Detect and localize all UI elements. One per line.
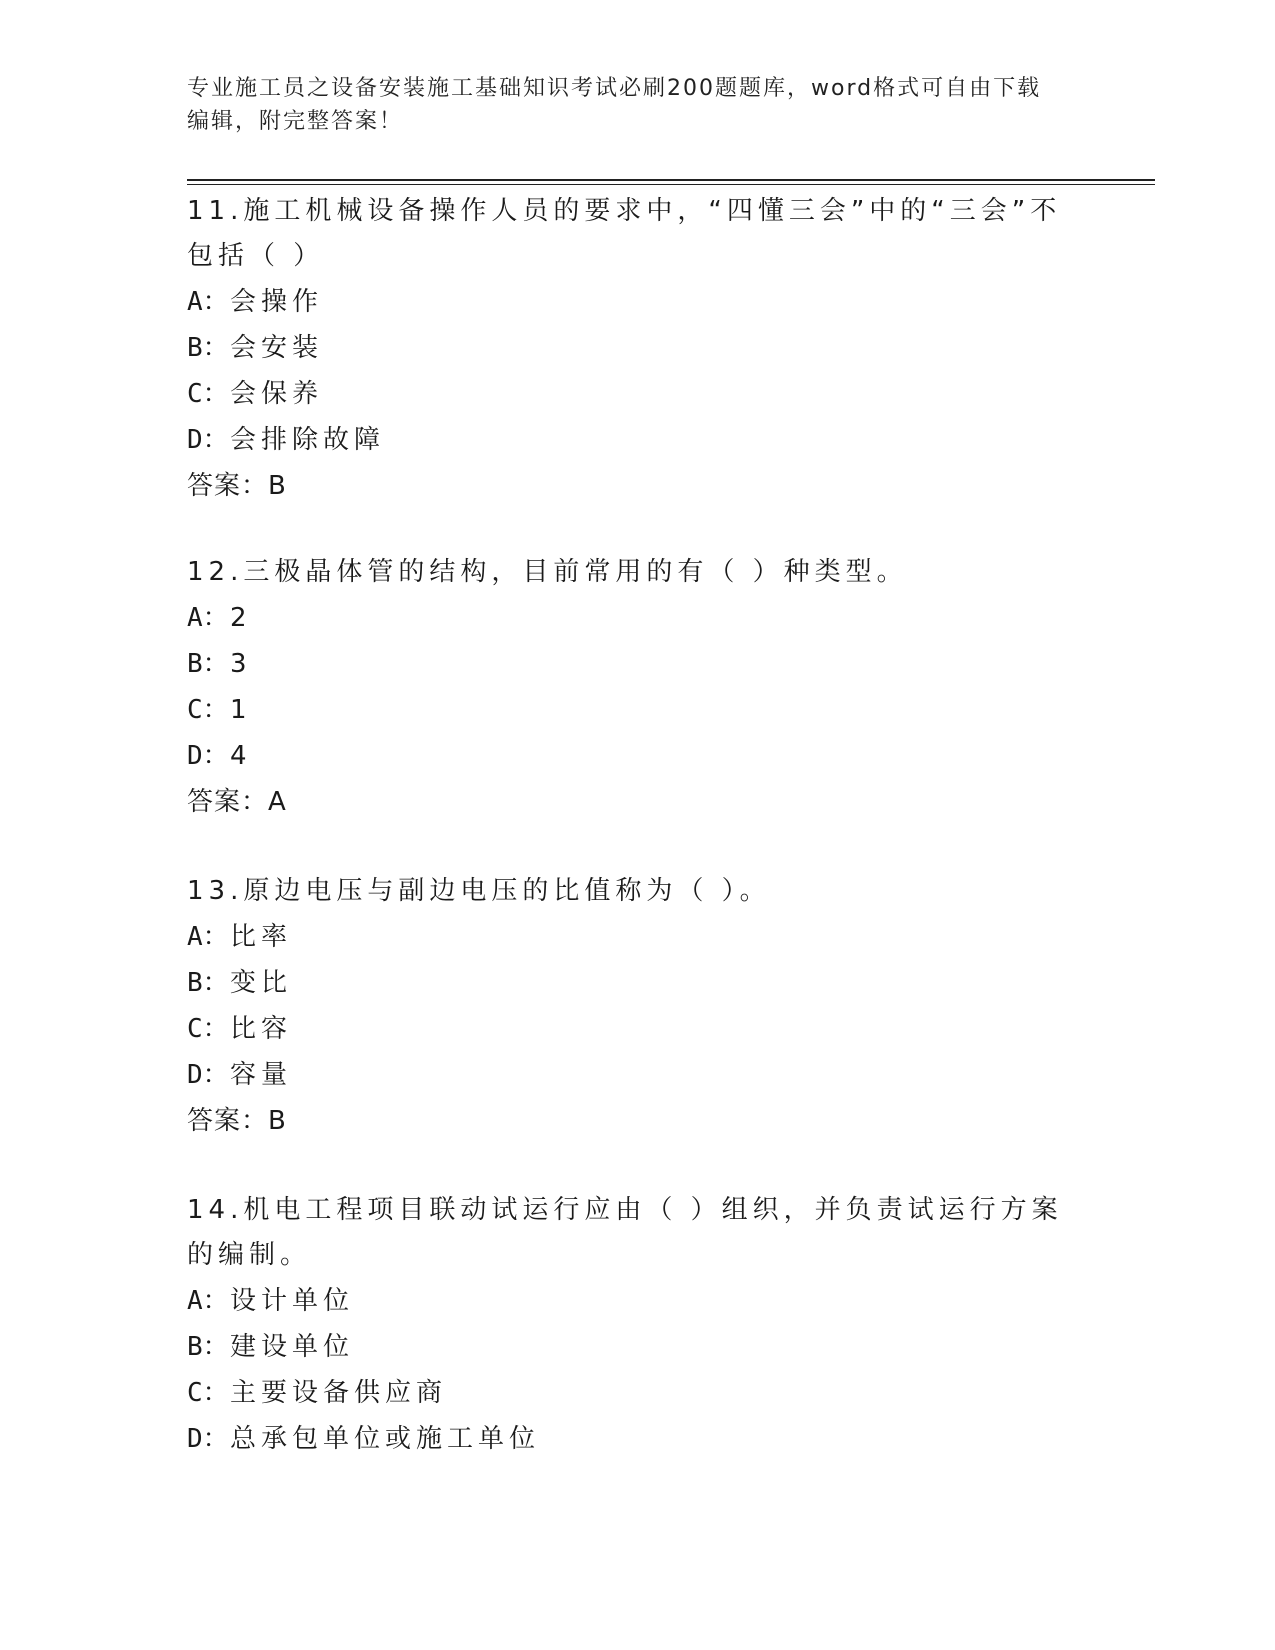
- option-text: 变比: [230, 968, 293, 998]
- option-label: A：: [187, 287, 229, 317]
- header-title-line1: 专业施工员之设备安装施工基础知识考试必刷200题题库，word格式可自由下载: [187, 76, 1042, 101]
- header-divider-thick: [187, 179, 1155, 181]
- question-text: 11.施工机械设备操作人员的要求中，“四懂三会”中的“三会”不包括（ ）: [187, 196, 1062, 271]
- question-text: 13.原边电压与副边电压的比值称为（ ）。: [187, 876, 771, 906]
- option-d: [187, 417, 1087, 463]
- option-b: [187, 325, 1087, 371]
- option-label: D：: [187, 425, 229, 455]
- question-12: [187, 550, 1087, 825]
- option-label: D：: [187, 1424, 229, 1454]
- option-label: A：: [187, 603, 229, 633]
- answer-text: 答案：B: [187, 1106, 287, 1136]
- option-a: [187, 1278, 1087, 1324]
- option-text: 4: [230, 741, 252, 771]
- option-text: 2: [230, 603, 252, 633]
- question-text: 14.机电工程项目联动试运行应由（ ）组织，并负责试运行方案的编制。: [187, 1195, 1063, 1270]
- option-b: [187, 960, 1087, 1006]
- option-label: C：: [187, 695, 229, 725]
- option-c: [187, 1370, 1087, 1416]
- header-divider-thin: [187, 184, 1155, 185]
- option-label: C：: [187, 379, 229, 409]
- option-label: C：: [187, 1014, 229, 1044]
- option-label: B：: [187, 968, 229, 998]
- option-label: B：: [187, 1332, 229, 1362]
- option-label: A：: [187, 922, 229, 952]
- question-14: [187, 1188, 1087, 1462]
- option-text: 会操作: [230, 287, 324, 317]
- option-a: [187, 595, 1087, 641]
- option-label: B：: [187, 649, 229, 679]
- option-c: [187, 687, 1087, 733]
- option-text: 比率: [230, 922, 293, 952]
- option-b: [187, 641, 1087, 687]
- answer-text: 答案：A: [187, 787, 287, 817]
- option-text: 3: [230, 649, 252, 679]
- option-a: [187, 914, 1087, 960]
- option-a: [187, 279, 1087, 325]
- option-c: [187, 371, 1087, 417]
- option-c: [187, 1006, 1087, 1052]
- header-title-line2: 编辑，附完整答案！: [187, 109, 404, 134]
- option-text: 会安装: [230, 333, 324, 363]
- option-b: [187, 1324, 1087, 1370]
- option-text: 总承包单位或施工单位: [230, 1424, 541, 1454]
- answer-text: 答案：B: [187, 471, 287, 501]
- option-d: [187, 1052, 1087, 1098]
- option-text: 主要设备供应商: [230, 1378, 448, 1408]
- question-13: [187, 869, 1087, 1144]
- option-text: 1: [230, 695, 252, 725]
- document-header: [187, 72, 1087, 138]
- option-text: 建设单位: [230, 1332, 355, 1362]
- option-text: 会排除故障: [230, 425, 386, 455]
- option-d: [187, 1416, 1087, 1462]
- option-label: D：: [187, 741, 229, 771]
- option-text: 设计单位: [230, 1286, 355, 1316]
- option-label: C：: [187, 1378, 229, 1408]
- option-text: 会保养: [230, 379, 324, 409]
- question-text: 12.三极晶体管的结构，目前常用的有（ ）种类型。: [187, 557, 908, 587]
- option-label: D：: [187, 1060, 229, 1090]
- option-label: A：: [187, 1286, 229, 1316]
- option-d: [187, 733, 1087, 779]
- option-text: 容量: [230, 1060, 293, 1090]
- question-11: [187, 189, 1087, 509]
- option-label: B：: [187, 333, 229, 363]
- option-text: 比容: [230, 1014, 293, 1044]
